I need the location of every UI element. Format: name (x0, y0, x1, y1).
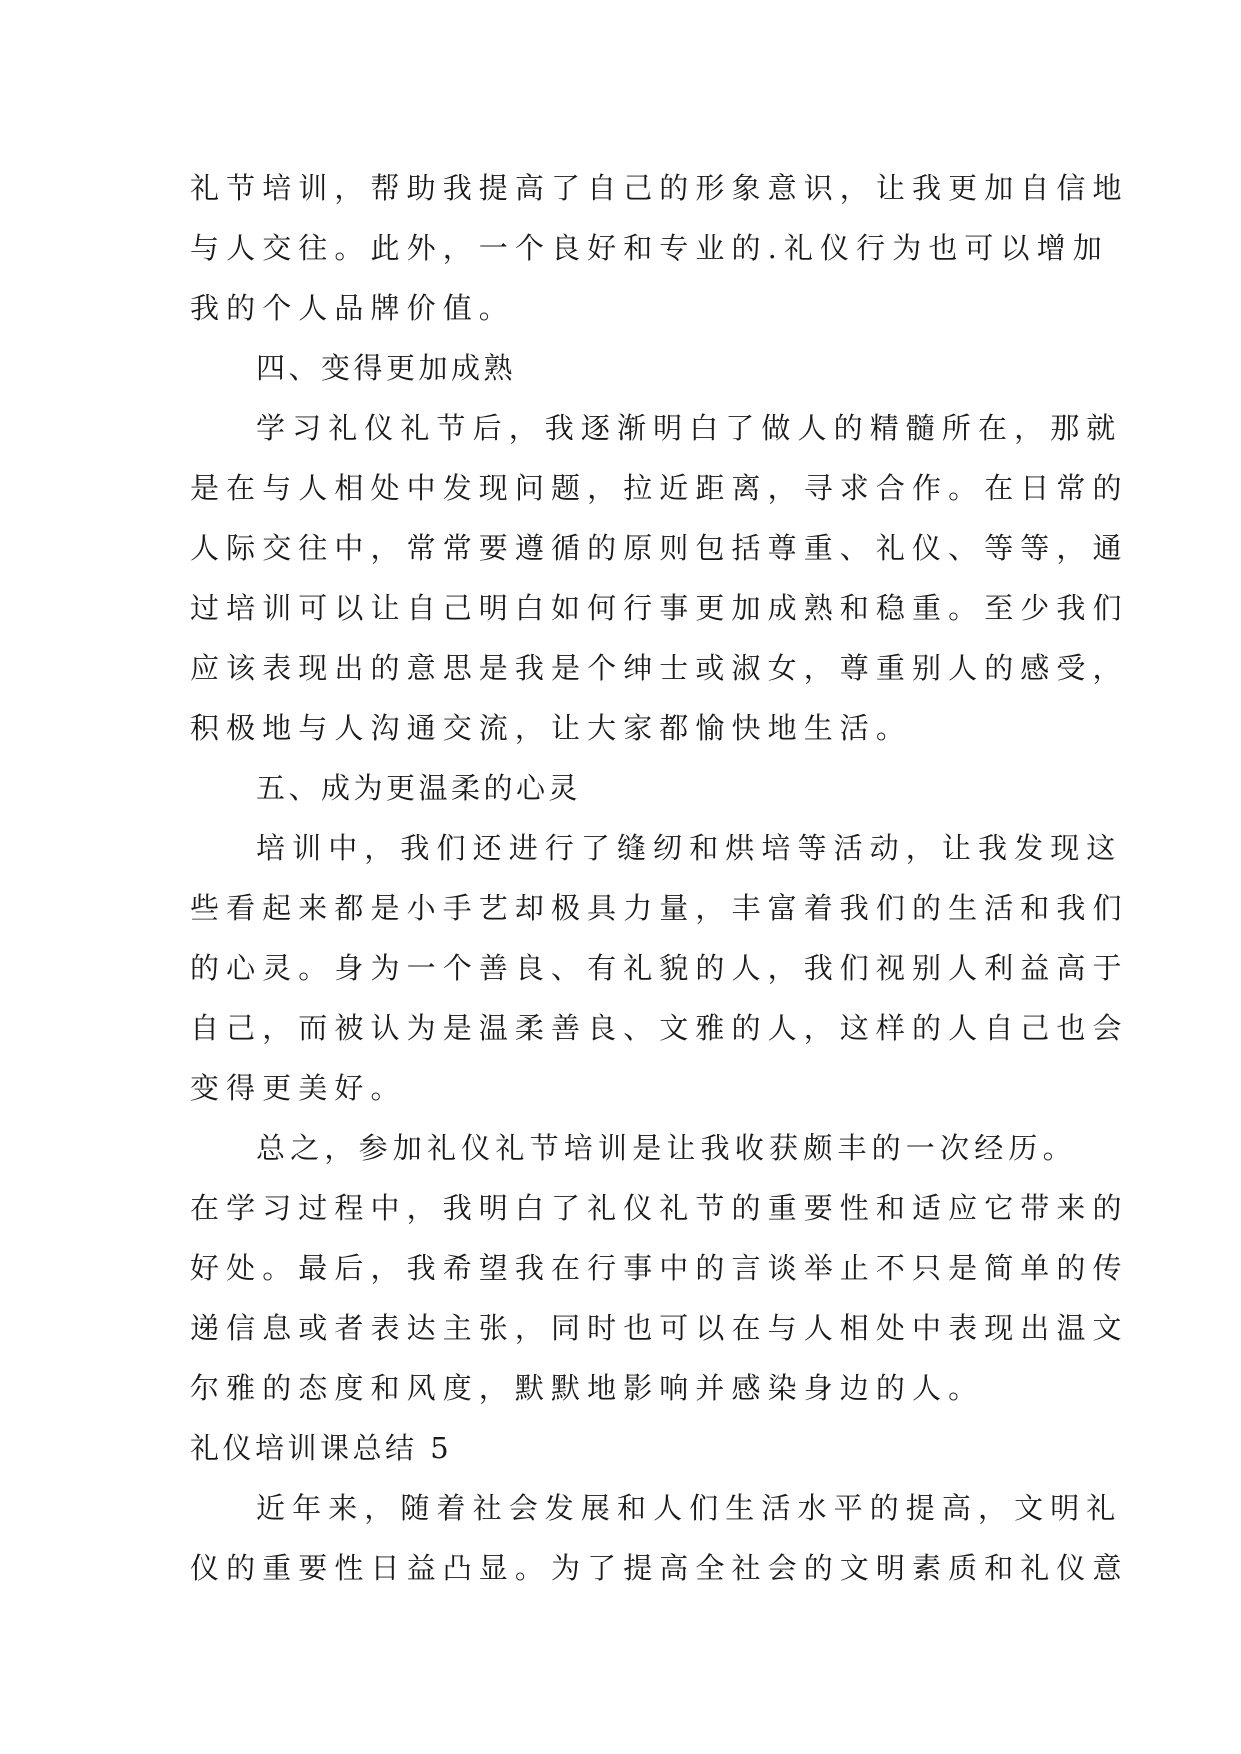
body-line: 尔雅的态度和风度，默默地影响并感染身边的人。 (190, 1371, 985, 1405)
body-line: 近年来，随着社会发展和人们生活水平的提高，文明礼 (256, 1491, 1123, 1525)
body-line: 是在与人相处中发现问题，拉近距离，寻求合作。在日常的 (190, 471, 1129, 505)
body-line: 我的个人品牌价值。 (190, 291, 515, 325)
body-line: 好处。最后，我希望我在行事中的言谈举止不只是简单的传 (190, 1251, 1129, 1285)
body-line: 培训中，我们还进行了缝纫和烘培等活动，让我发现这 (256, 831, 1123, 865)
body-line: 应该表现出的意思是我是个绅士或淑女，尊重别人的感受， (190, 651, 1129, 685)
body-line: 人际交往中，常常要遵循的原则包括尊重、礼仪、等等，通 (190, 531, 1129, 565)
body-line: 礼节培训，帮助我提高了自己的形象意识，让我更加自信地 (190, 171, 1129, 205)
body-line: 学习礼仪礼节后，我逐渐明白了做人的精髓所在，那就 (256, 411, 1123, 445)
section-heading: 四、变得更加成熟 (256, 351, 517, 385)
section-title: 礼仪培训课总结 5 (190, 1431, 453, 1465)
body-line: 仪的重要性日益凸显。为了提高全社会的文明素质和礼仪意 (190, 1551, 1129, 1585)
body-line: 递信息或者表达主张，同时也可以在与人相处中表现出温文 (190, 1311, 1129, 1345)
body-line: 在学习过程中，我明白了礼仪礼节的重要性和适应它带来的 (190, 1191, 1129, 1225)
body-line: 的心灵。身为一个善良、有礼貌的人，我们视别人利益高于 (190, 951, 1129, 985)
body-line: 与人交往。此外，一个良好和专业的.礼仪行为也可以增加 (190, 231, 1109, 265)
body-line: 自己，而被认为是温柔善良、文雅的人，这样的人自己也会 (190, 1011, 1129, 1045)
body-line: 些看起来都是小手艺却极具力量，丰富着我们的生活和我们 (190, 891, 1129, 925)
body-line: 过培训可以让自己明白如何行事更加成熟和稳重。至少我们 (190, 591, 1129, 625)
body-line: 变得更美好。 (190, 1071, 407, 1105)
body-line: 积极地与人沟通交流，让大家都愉快地生活。 (190, 711, 913, 745)
body-line: 总之，参加礼仪礼节培训是让我收获颇丰的一次经历。 (256, 1131, 1077, 1165)
section-heading: 五、成为更温柔的心灵 (256, 771, 582, 805)
